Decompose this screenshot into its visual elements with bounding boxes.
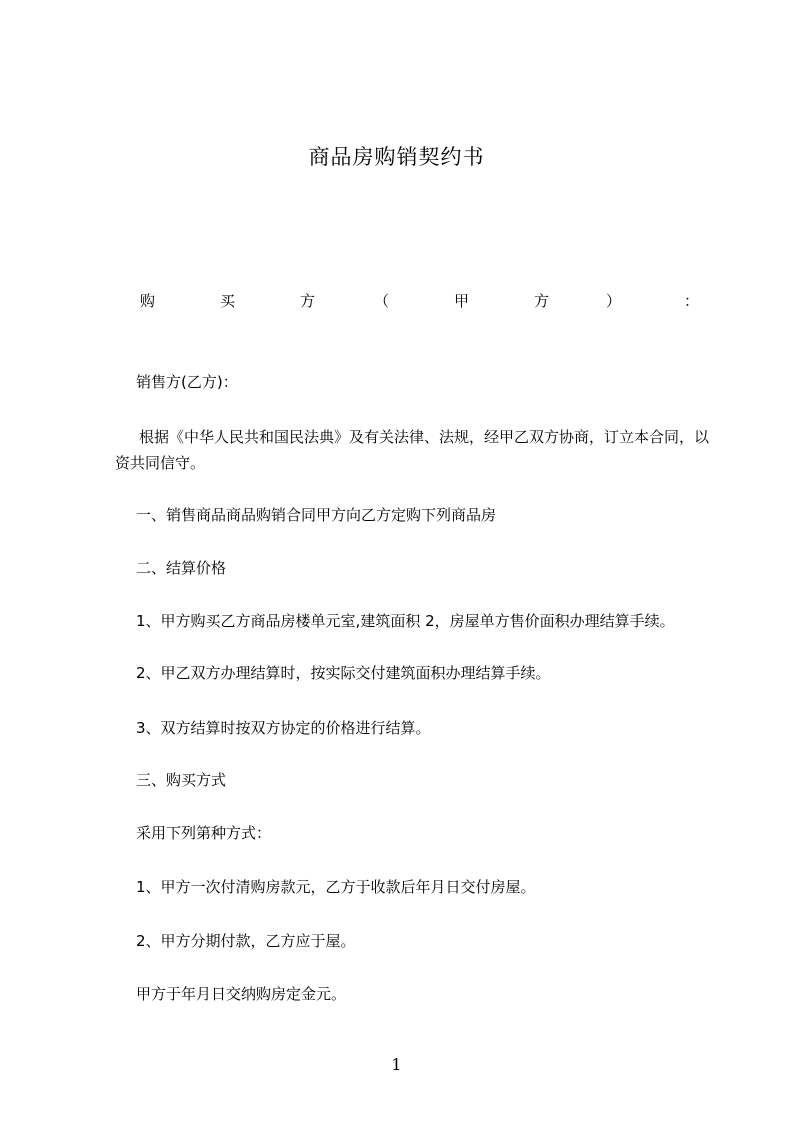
page-number: 1 — [391, 1055, 402, 1074]
basis-paragraph — [115, 424, 715, 476]
deposit-line: 甲方于年月日交纳购房定金元。 — [136, 985, 347, 1003]
basis-text: 根据《中华人民共和国民法典》及有关法律、法规，经甲乙双方协商，订立本合同，以资共同信守。 — [115, 428, 710, 472]
section-2-heading: 二、结算价格 — [136, 559, 227, 577]
buyer-char: 方 — [534, 292, 550, 310]
buyer-char: ） — [606, 292, 622, 310]
item-2-3: 3、双方结算时按双方协定的价格进行结算。 — [136, 719, 431, 737]
buyer-char: 买 — [220, 292, 236, 310]
section-3-heading: 三、购买方式 — [136, 771, 227, 789]
section-1-heading: 一、销售商品商品购销合同甲方向乙方定购下列商品房 — [136, 506, 497, 524]
buyer-char: ： — [684, 292, 700, 310]
buyer-char: 方 — [300, 292, 316, 310]
item-2-2: 2、甲乙双方办理结算时，按实际交付建筑面积办理结算手续。 — [136, 664, 551, 682]
buyer-char: 购 — [140, 292, 156, 310]
section-3-intro: 采用下列第种方式： — [136, 824, 272, 842]
item-3-2: 2、甲方分期付款，乙方应于屋。 — [136, 932, 356, 950]
seller-line: 销售方(乙方)： — [136, 373, 238, 391]
buyer-char: （ — [374, 292, 390, 310]
document-title: 商品房购销契约书 — [308, 145, 485, 169]
buyer-line — [136, 289, 700, 313]
buyer-char: 甲 — [454, 292, 470, 310]
item-3-1: 1、甲方一次付清购房款元，乙方于收款后年月日交付房屋。 — [136, 878, 536, 896]
item-2-1: 1、甲方购买乙方商品房楼单元室,建筑面积 2，房屋单方售价面积办理结算手续。 — [136, 612, 675, 630]
